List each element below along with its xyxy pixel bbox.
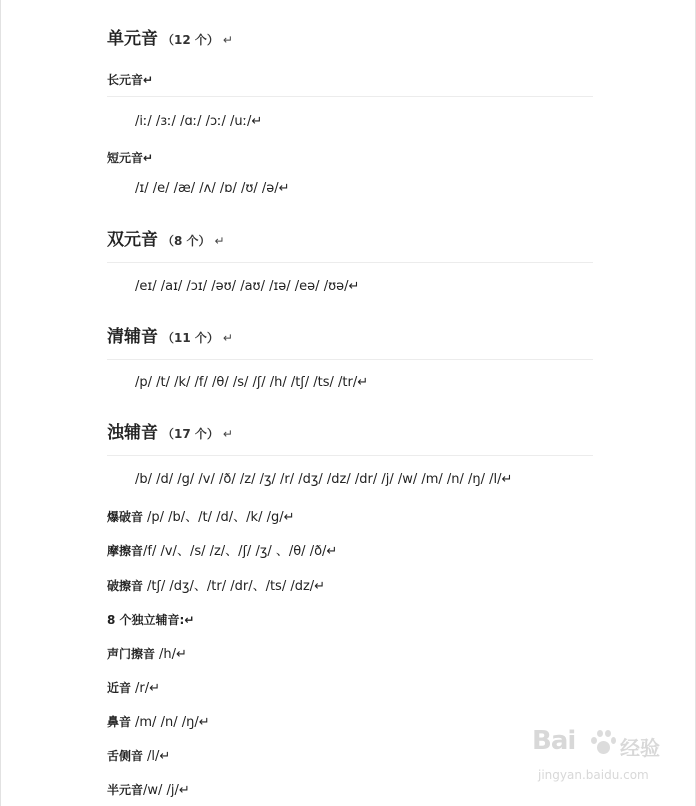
category-value: /p/ /b/、/t/ /d/、/k/ /g/↵	[147, 510, 295, 525]
divider	[107, 359, 593, 360]
category-value: /w/ /j/↵	[143, 783, 190, 798]
heading-count: （8 个）	[162, 234, 211, 248]
page-border-left	[0, 0, 1, 806]
category-label: 鼻音	[107, 715, 132, 729]
short-vowel-ipa: /ɪ/ /e/ /æ/ /ʌ/ /ɒ/ /ʊ/ /ə/↵	[135, 181, 290, 196]
heading-text: 双元音	[107, 230, 158, 250]
category-fricative	[107, 540, 337, 559]
watermark-text: 经验	[620, 736, 660, 760]
paragraph-mark: ↵	[214, 234, 225, 248]
category-value: /h/↵	[159, 647, 187, 662]
voiceless-ipa: /p/ /t/ /k/ /f/ /θ/ /s/ /ʃ/ /h/ /tʃ/ /ts/ /tr/↵	[135, 375, 369, 390]
heading-count: （12 个）	[162, 33, 219, 47]
paragraph-mark: ↵	[222, 331, 233, 345]
paw-icon	[588, 730, 616, 756]
category-approximant	[107, 677, 160, 696]
long-vowel-ipa: /iː/ /ɜː/ /ɑː/ /ɔː/ /uː/↵	[135, 114, 263, 129]
long-vowel-label-text: 长元音↵	[107, 73, 154, 87]
category-label: 半元音	[107, 783, 144, 797]
category-value: /l/↵	[147, 749, 171, 764]
category-value: /f/ /v/、/s/ /z/、/ʃ/ /ʒ/ 、/θ/ /ð/↵	[143, 544, 338, 559]
baidu-jingyan-watermark	[532, 726, 662, 796]
category-value: /m/ /n/ /ŋ/↵	[135, 715, 210, 730]
section-heading-voiced	[107, 418, 233, 443]
divider	[107, 96, 593, 97]
long-vowel-label	[107, 69, 153, 88]
heading-count: （17 个）	[162, 427, 219, 441]
category-label: 声门擦音	[107, 647, 156, 661]
section-heading-monophthongs	[107, 24, 233, 49]
category-label: 近音	[107, 681, 132, 695]
divider	[107, 262, 593, 263]
watermark-logo: Bai	[532, 726, 576, 756]
category-semivowel	[107, 779, 190, 798]
heading-count: （11 个）	[162, 331, 219, 345]
watermark-url: jingyan.baidu.com	[538, 768, 649, 782]
short-vowel-label-text: 短元音↵	[107, 151, 154, 165]
voiced-ipa: /b/ /d/ /g/ /v/ /ð/ /z/ /ʒ/ /r/ /dʒ/ /dz/ /dr/ /j/ /w/ /m/ /n/ /ŋ/ /l/↵	[135, 472, 513, 487]
category-value: /r/↵	[135, 681, 161, 696]
category-lateral	[107, 745, 170, 764]
paragraph-mark: ↵	[222, 427, 233, 441]
heading-text: 清辅音	[107, 327, 158, 347]
category-plosive	[107, 506, 295, 525]
heading-text: 浊辅音	[107, 423, 158, 443]
section-heading-voiceless	[107, 322, 233, 347]
category-label: 破擦音	[107, 579, 144, 593]
category-label: 8 个独立辅音:↵	[107, 613, 195, 627]
section-heading-diphthongs	[107, 225, 225, 250]
divider	[107, 455, 593, 456]
category-label: 舌侧音	[107, 749, 144, 763]
category-independent	[107, 609, 194, 628]
heading-text: 单元音	[107, 29, 158, 49]
short-vowel-label	[107, 147, 153, 166]
diphthongs-ipa: /eɪ/ /aɪ/ /ɔɪ/ /əʊ/ /aʊ/ /ɪə/ /eə/ /ʊə/↵	[135, 279, 360, 294]
category-label: 爆破音	[107, 510, 144, 524]
category-label: 摩擦音	[107, 544, 144, 558]
category-affricate	[107, 575, 325, 594]
category-nasal	[107, 711, 210, 730]
paragraph-mark: ↵	[222, 33, 233, 47]
category-value: /tʃ/ /dʒ/、/tr/ /dr/、/ts/ /dz/↵	[147, 579, 326, 594]
category-glottal	[107, 643, 187, 662]
